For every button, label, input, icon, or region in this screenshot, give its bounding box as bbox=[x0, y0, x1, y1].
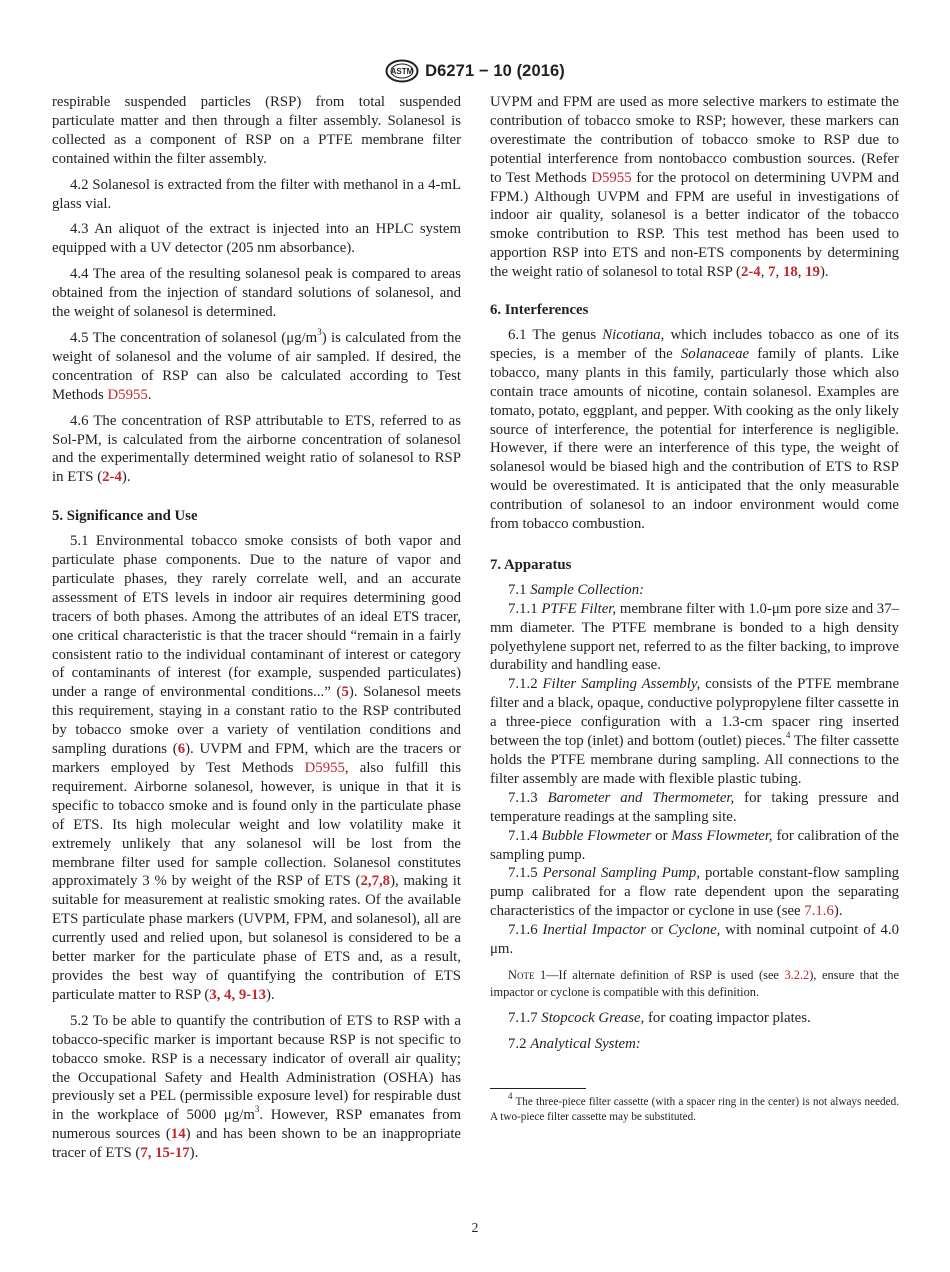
footnote-4 bbox=[490, 1091, 899, 1126]
text: ). bbox=[833, 903, 843, 920]
standard-designation: D6271 − 10 (2016) bbox=[425, 61, 565, 80]
paragraph-4-4: 4.4 The area of the resulting solanesol peak is compared to areas obtained from the injection of standard solutions of solanesol, and the weight of solanesol is determined. bbox=[52, 266, 461, 321]
item-title: Mass Flowmeter, bbox=[671, 827, 773, 844]
separator: , bbox=[775, 264, 783, 281]
section-number: 7.2 bbox=[508, 1035, 531, 1052]
section-number: 7.1.4 bbox=[508, 827, 542, 844]
text: for the protocol on determining UVPM and FPM.) Although UVPM and FPM are useful in investigations of indoor air quality, solanesol is a better indicator of the tobacco smoke contribution to RSP. This test method has been used to apportion RSP into ETS and non-ETS components by determining the weight ratio of solanesol to total RSP ( bbox=[490, 169, 899, 281]
item-title: Analytical System: bbox=[530, 1035, 641, 1052]
text: , which includes tobacco as one of its species, is a member of the bbox=[490, 326, 899, 362]
item-title: Cyclone, bbox=[668, 922, 721, 939]
text: membrane filter with 1.0-μm pore size and 37–mm diameter. The PTFE membrane is bonded to a high density polyethylene support net, referred to as the filter backing, to improve durability and handling ease. bbox=[490, 600, 899, 674]
paragraph-4-1-continued: respirable suspended particles (RSP) from total suspended particulate matter and then through a filter assembly. Solanesol is collected as a component of RSP on a PTFE membrane filter contained within the filter assembly. bbox=[52, 94, 461, 167]
text: 1—If alternate definition of RSP is used (see bbox=[534, 967, 785, 982]
paragraph-7-1-5 bbox=[490, 864, 899, 921]
item-title: Bubble Flowmeter bbox=[541, 827, 652, 844]
section-number: 7.1 bbox=[508, 581, 531, 598]
section-number: 7.1.7 bbox=[508, 1009, 542, 1026]
text: ) and has been shown to be an inappropriate tracer of ETS ( bbox=[52, 1126, 461, 1162]
paragraph-5-2-continued bbox=[490, 93, 899, 282]
text: for coating impactor plates. bbox=[644, 1009, 811, 1026]
item-title: Inertial Impactor bbox=[542, 922, 647, 939]
paragraph-7-1-7 bbox=[490, 1009, 899, 1028]
paragraph-7-1-3 bbox=[490, 789, 899, 827]
text: or bbox=[651, 827, 672, 844]
link-d5955[interactable]: D5955 bbox=[107, 386, 148, 403]
section-heading-6: 6. Interferences bbox=[490, 302, 589, 319]
text: 5.2 To be able to quantify the contribution of ETS to RSP with a tobacco-specific marker is important because RSP is not specific to tobacco smoke. RSP is a necessary indicator of overall air quality; the Occupational Safety and Health Administration (OSHA) has previously set a PEL (permissible exposure level) for respirable dust in the workplace of 5000 μg/m bbox=[52, 1012, 461, 1124]
paragraph-7-1 bbox=[490, 581, 899, 600]
superscript: 3 bbox=[254, 1104, 260, 1115]
astm-logo-icon bbox=[385, 59, 419, 83]
note-1 bbox=[490, 967, 899, 1001]
text: ). Solanesol meets this requirement, staying in a constant ratio to the RSP contributed by tobacco smoke over a variety of ventilation conditions and sampling durations ( bbox=[52, 684, 461, 758]
text: ), ensure that the impactor or cyclone is compatible with this definition. bbox=[490, 967, 899, 999]
paragraph-4-3: 4.3 An aliquot of the extract is injected into an HPLC system equipped with a UV detector (205 nm absorbance). bbox=[52, 221, 461, 257]
text: 4.6 The concentration of RSP attributable to ETS, referred to as Sol-PM, is calculated from the airborne concentration of solanesol and the experimentally determined weight ratio of solanesol to RSP in ETS ( bbox=[52, 412, 461, 486]
note-label: Note bbox=[508, 967, 535, 982]
item-title: Sample Collection: bbox=[530, 581, 645, 598]
text: 6.1 The genus bbox=[508, 326, 603, 343]
text: The three-piece filter cassette (with a spacer ring in the center) is not always needed. A two-piece filter cassette may be substituted. bbox=[490, 1095, 899, 1124]
italic-term: Nicotiana bbox=[602, 326, 661, 343]
paragraph-7-2 bbox=[490, 1035, 899, 1054]
paragraph-7-1-2 bbox=[490, 675, 899, 788]
paragraph-4-5 bbox=[52, 329, 461, 405]
link-7-1-6[interactable]: 7.1.6 bbox=[804, 903, 834, 920]
text: ). bbox=[265, 986, 275, 1003]
reference-link[interactable]: 5 bbox=[341, 684, 349, 701]
italic-term: Solanaceae bbox=[680, 345, 750, 362]
text: for calibration of the sampling pump. bbox=[490, 827, 899, 863]
footnote-marker: 4 bbox=[785, 730, 791, 741]
link-d5955[interactable]: D5955 bbox=[304, 760, 345, 776]
text: ). bbox=[189, 1145, 199, 1162]
section-number: 7.1.3 bbox=[508, 789, 548, 806]
item-title: Personal Sampling Pump, bbox=[542, 865, 701, 882]
logo-text: ASTM bbox=[390, 67, 414, 77]
paragraph-6-1 bbox=[490, 326, 899, 534]
item-title: PTFE Filter, bbox=[541, 600, 617, 617]
section-number: 7.1.5 bbox=[508, 865, 543, 882]
section-heading-5: 5. Significance and Use bbox=[52, 508, 198, 525]
text: portable constant-flow sampling pump calibrated for a flow rate dependent upon the separating characteristics of the impactor or cyclone in use (see bbox=[490, 865, 899, 920]
text: for taking pressure and temperature readings at the sampling site. bbox=[490, 789, 899, 825]
text: ). bbox=[819, 264, 829, 281]
link-d5955[interactable]: D5955 bbox=[591, 169, 632, 186]
footnote-divider bbox=[490, 1088, 586, 1089]
reference-link[interactable]: 7, 15-17 bbox=[140, 1145, 190, 1162]
separator: , bbox=[760, 264, 769, 281]
text: with nominal cutpoint of 4.0 μm. bbox=[490, 922, 899, 958]
text: consists of the PTFE membrane filter and a black, opaque, conductive polypropylene filter cassette in a three-piece configuration with a 1.3-cm spacer ring inserted between the top (inlet) and bottom (outlet) pieces. bbox=[490, 676, 900, 750]
paragraph-7-1-1 bbox=[490, 600, 899, 676]
right-column bbox=[490, 93, 899, 1126]
text: 4.5 The concentration of solanesol (μg/m bbox=[70, 329, 318, 346]
reference-link[interactable]: 18 bbox=[782, 264, 798, 281]
item-title: Filter Sampling Assembly, bbox=[542, 676, 701, 693]
paragraph-7-1-4 bbox=[490, 827, 899, 865]
link-3-2-2[interactable]: 3.2.2 bbox=[784, 967, 810, 982]
reference-link[interactable]: 2-4 bbox=[740, 264, 761, 281]
text: ) is calculated from the weight of solanesol and the volume of air sampled. If desired, the concentration of RSP can also be calculated according to Test Methods bbox=[52, 329, 462, 403]
section-number: 7.1.6 bbox=[508, 922, 543, 939]
text: The filter cassette holds the PTFE membrane during sampling. All connections to the filter assembly are made with flexible plastic tubing. bbox=[490, 733, 900, 787]
text: . However, RSP emanates from numerous sources ( bbox=[52, 1107, 461, 1143]
text: family of plants. Like tobacco, many plants in this family, particularly those which also contain trace amounts of nicotine, contain solanesol. Examples are tomato, potato, eggplant, and pepper. With cooking as the only likely source of interference, the potential for interference is negligible. However, if there were an interference of this type, the weight of solanesol would be biased high and the contribution of ETS to RSP would be overestimated. It is anticipated that the only measurable contribution of solanesol to an indoor environment would come from tobacco combustion. bbox=[490, 345, 899, 533]
page-header bbox=[0, 58, 950, 84]
reference-link[interactable]: 3, 4, 9-13 bbox=[209, 986, 266, 1003]
text: ). bbox=[121, 469, 131, 486]
reference-link[interactable]: 7 bbox=[768, 264, 776, 281]
paragraph-5-2 bbox=[52, 1012, 461, 1163]
text: 5.1 Environmental tobacco smoke consists of both vapor and particulate phase components. Due to the nature of vapor and particulate phases, they rarely correlate well, and an accurate assessment of ETS levels in indoor air requires determining good tracers of both phases. Among the attributes of an ideal ETS tracer, one critical characteristic is that the tracer should “remain in a fairly consistent ratio to the individual contaminant of interest or category of contaminants of interest (for example, suspended particulates) under a range of environmental conditions...” ( bbox=[52, 533, 461, 701]
separator: , bbox=[797, 264, 806, 281]
section-heading-7: 7. Apparatus bbox=[490, 556, 572, 573]
superscript: 3 bbox=[317, 327, 322, 338]
footnote-marker: 4 bbox=[508, 1091, 513, 1102]
reference-link[interactable]: 2,7,8 bbox=[360, 873, 391, 890]
text: ), making it suitable for measurement at realistic smoking rates. Of the available ETS particulate phase markers (UVPM, FPM, and solanesol), all are currently used and relied upon, but solanesol is considered to be a better marker for the particulate phase of ETS and, as a result, provides the best way of quantifying the contribution of ETS particulate matter to RSP ( bbox=[52, 873, 461, 1003]
paragraph-5-1 bbox=[52, 532, 461, 1005]
item-title: Stopcock Grease, bbox=[541, 1009, 645, 1026]
reference-link[interactable]: 2-4 bbox=[102, 469, 122, 486]
section-number: 7.1.1 bbox=[508, 600, 542, 617]
reference-link[interactable]: 14 bbox=[170, 1126, 186, 1143]
reference-link[interactable]: 19 bbox=[805, 264, 820, 281]
reference-link[interactable]: 6 bbox=[177, 741, 186, 758]
text: or bbox=[646, 922, 669, 939]
text: . bbox=[147, 386, 152, 403]
paragraph-4-2: 4.2 Solanesol is extracted from the filter with methanol in a 4-mL glass vial. bbox=[52, 176, 461, 212]
text: ). UVPM and FPM, which are the tracers or markers employed by Test Methods bbox=[52, 741, 461, 776]
text: , also fulfill this requirement. Airborne solanesol, however, is unique in that it is specific to tobacco smoke and is found only in the particulate phase of ETS. Its high molecular weight and low volatility make it extremely unlikely that any solanesol will be lost from the membrane filter used for sample collection. Solanesol constitutes approximately 3 % by weight of the RSP of ETS ( bbox=[52, 760, 461, 890]
paragraph-4-6 bbox=[52, 412, 461, 488]
section-number: 7.1.2 bbox=[508, 676, 543, 693]
text: UVPM and FPM are used as more selective markers to estimate the contribution of tobacco smoke to RSP; however, these markers can overestimate the contribution of tobacco smoke to RSP due to potential interference from nontobacco combustion sources. (Refer to Test Methods bbox=[490, 94, 899, 186]
left-column bbox=[52, 93, 461, 1163]
item-title: Barometer and Thermometer, bbox=[547, 789, 735, 806]
paragraph-7-1-6 bbox=[490, 921, 899, 959]
page-number: 2 bbox=[471, 1220, 479, 1235]
